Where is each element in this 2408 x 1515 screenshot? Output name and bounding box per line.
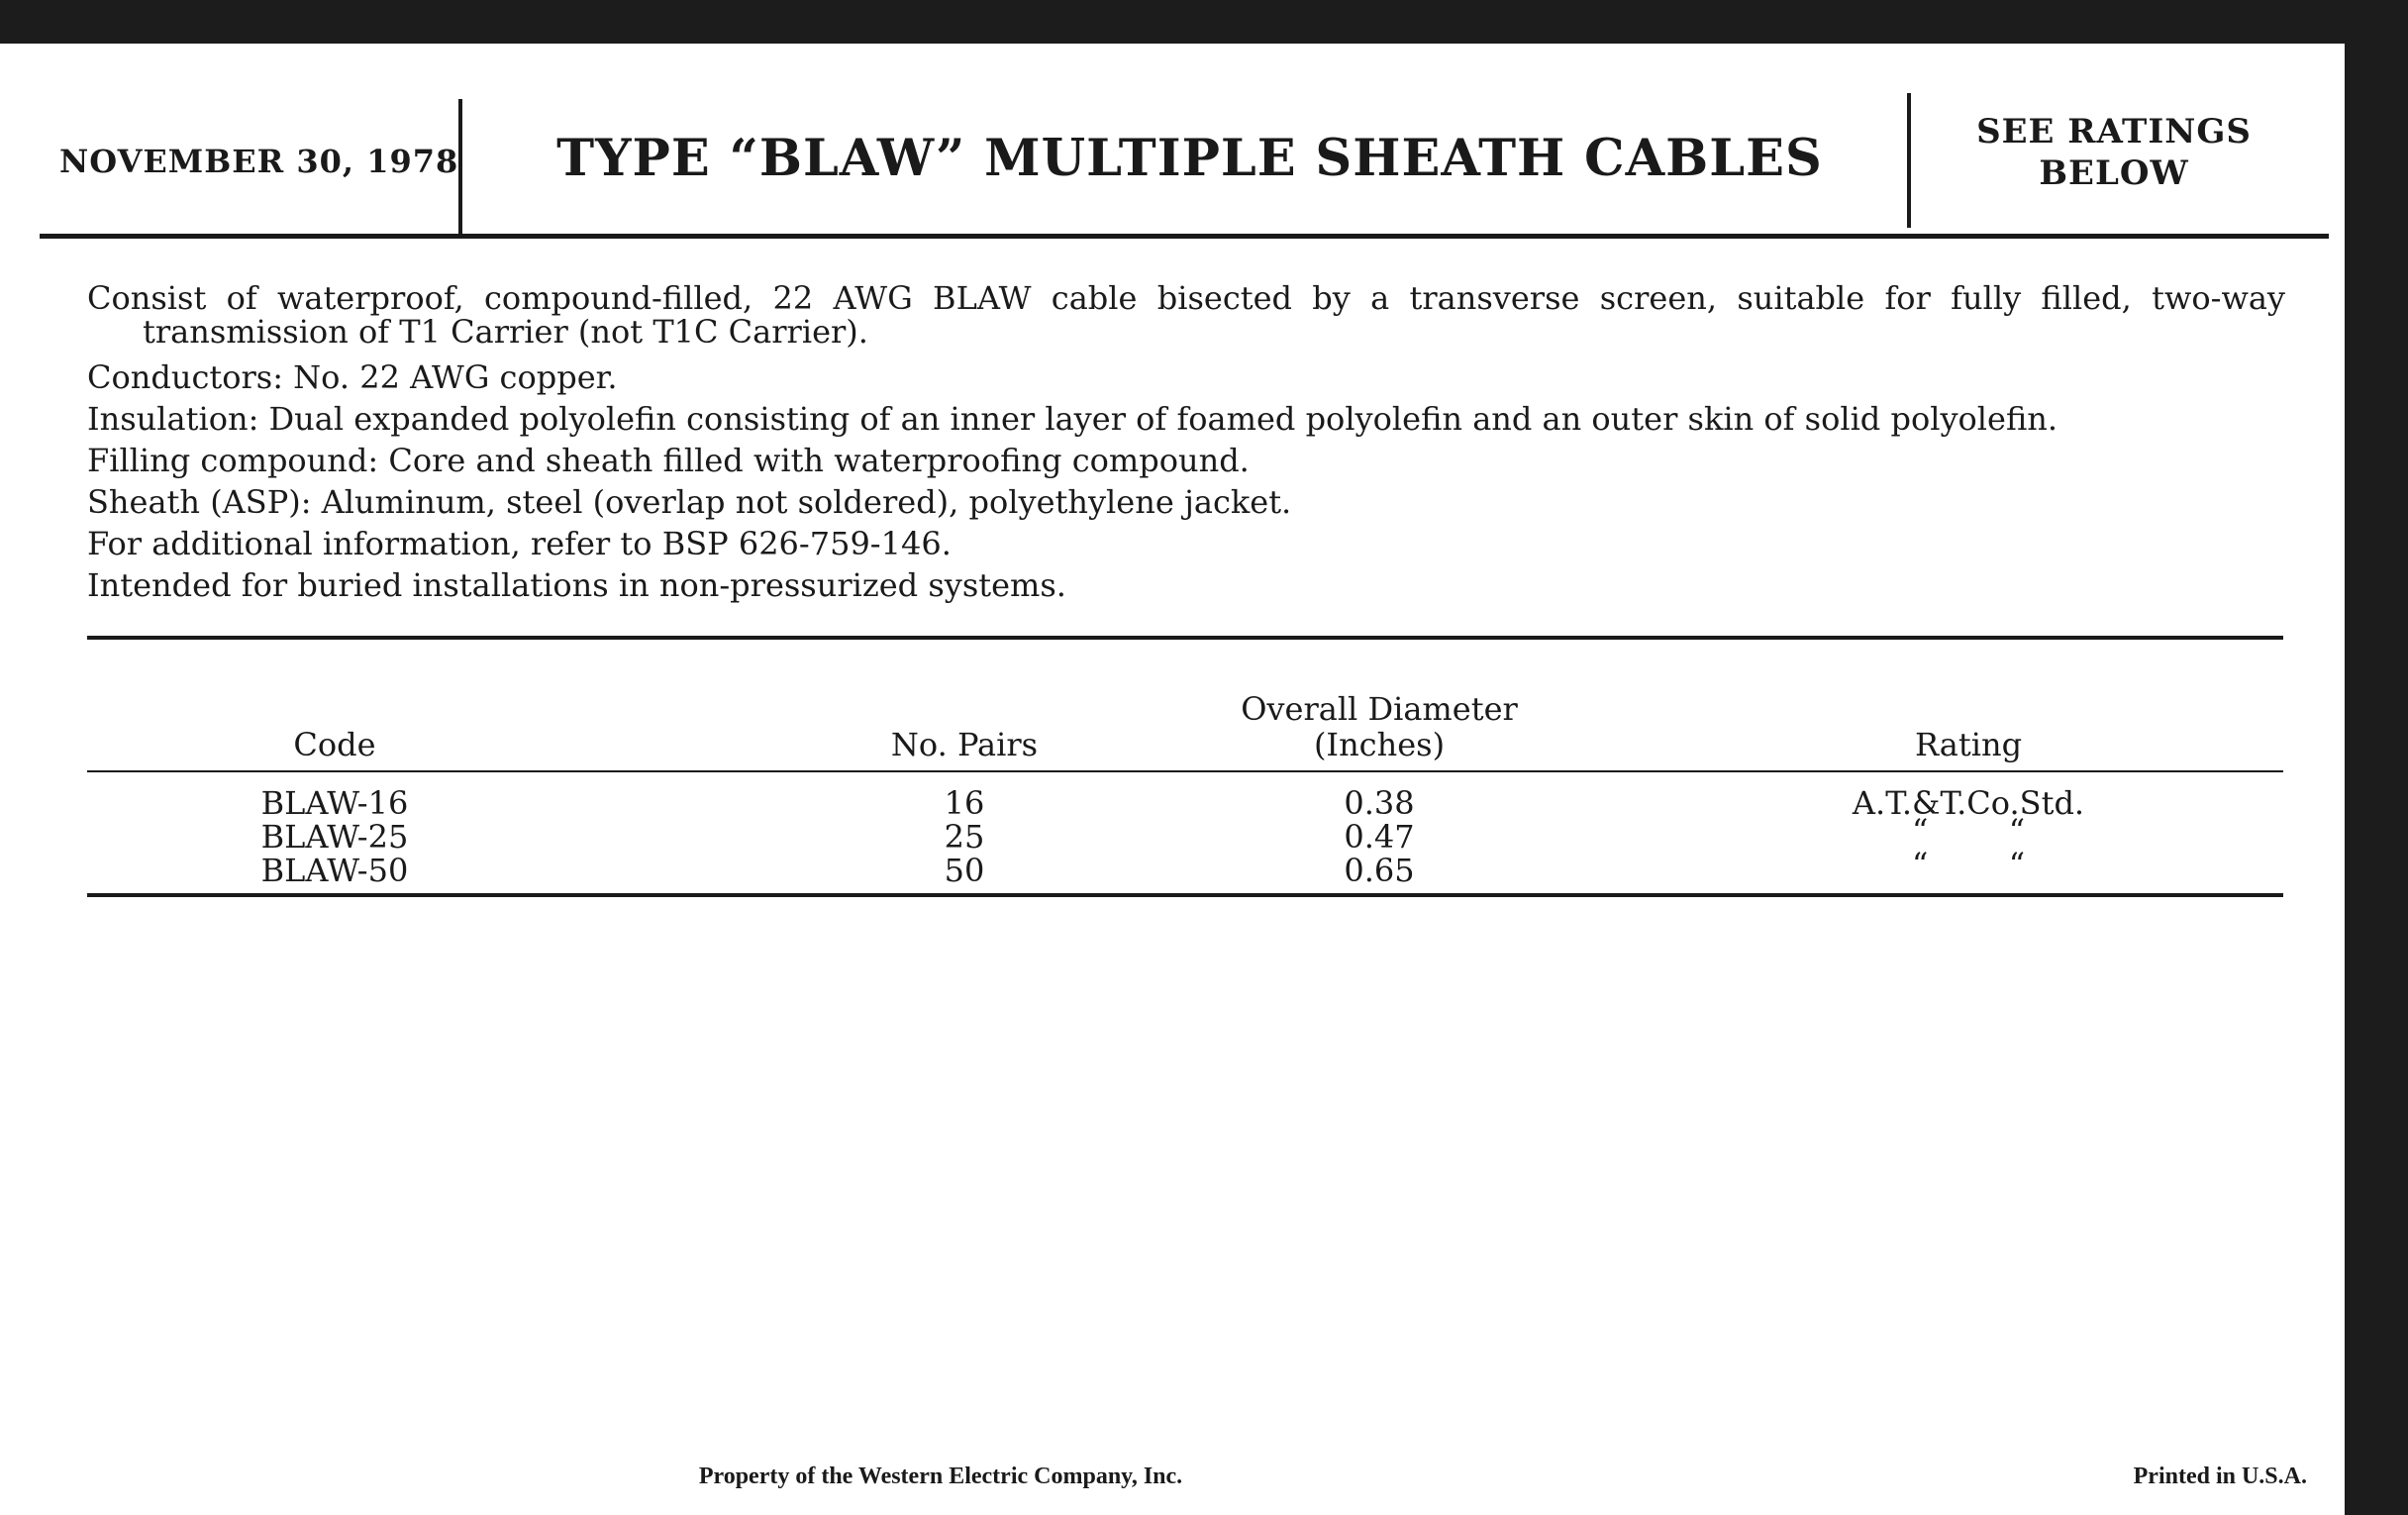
description-conductors: Conductors: No. 22 AWG copper. [87, 358, 618, 396]
cell-pairs: 50 [944, 852, 985, 889]
issue-date: NOVEMBER 30, 1978 [59, 143, 459, 180]
cell-pairs: 16 [944, 784, 985, 822]
column-header-diameter-line2: (Inches) [1313, 726, 1446, 763]
ratings-note [1916, 111, 2312, 194]
footer-property: Property of the Western Electric Company, Inc. [698, 1464, 1183, 1489]
header-divider-left [458, 99, 462, 234]
column-header-pairs: No. Pairs [890, 726, 1039, 763]
column-header-code: Code [293, 726, 376, 763]
cell-rating: “ “ [1911, 846, 2026, 883]
ratings-note-line2: BELOW [2039, 153, 2189, 193]
column-header-rating: Rating [1914, 726, 2023, 763]
page-title: TYPE “BLAW” MULTIPLE SHEATH CABLES [556, 129, 1823, 188]
ratings-note-line1: SEE RATINGS [1976, 112, 2252, 152]
footer-printed: Printed in U.S.A. [2133, 1464, 2307, 1489]
header-rule [40, 234, 2329, 239]
cable-description [87, 281, 2285, 606]
scan-border [2345, 0, 2408, 1515]
cell-diameter: 0.65 [1344, 852, 1415, 889]
cell-diameter: 0.47 [1344, 818, 1415, 856]
cell-code: BLAW-50 [260, 852, 409, 889]
description-insulation: Insulation: Dual expanded polyolefin consisting of an inner layer of foamed polyolefin and an outer skin of solid polyolefin. [87, 400, 2058, 438]
description-intended: Intended for buried installations in non-pressurized systems. [87, 566, 1066, 604]
cell-code: BLAW-25 [260, 818, 409, 856]
column-header-diameter [1156, 691, 1602, 762]
catalog-card [0, 44, 2345, 1515]
cell-rating: A.T.&T.Co.Std. [1852, 784, 2085, 822]
header-divider-right [1907, 93, 1911, 228]
table-rule-bottom [87, 893, 2283, 897]
column-header-diameter-line1: Overall Diameter [1241, 690, 1518, 728]
cell-rating: “ “ [1911, 812, 2026, 850]
description-intro: Consist of waterproof, compound-filled, 22 AWG BLAW cable bisected by a transverse screen, suitable for fully filled, two-way transmission of T1 Carrier (not T1C Carrier). [87, 279, 2285, 351]
table-rule-header [87, 770, 2283, 772]
cell-pairs: 25 [944, 818, 985, 856]
table-rule-top [87, 636, 2283, 640]
cell-code: BLAW-16 [260, 784, 409, 822]
cell-diameter: 0.38 [1344, 784, 1415, 822]
description-sheath: Sheath (ASP): Aluminum, steel (overlap not soldered), polyethylene jacket. [87, 483, 1292, 521]
description-additional: For additional information, refer to BSP 626-759-146. [87, 525, 952, 562]
description-filling: Filling compound: Core and sheath filled with waterproofing compound. [87, 442, 1250, 479]
card-header [40, 44, 2329, 238]
